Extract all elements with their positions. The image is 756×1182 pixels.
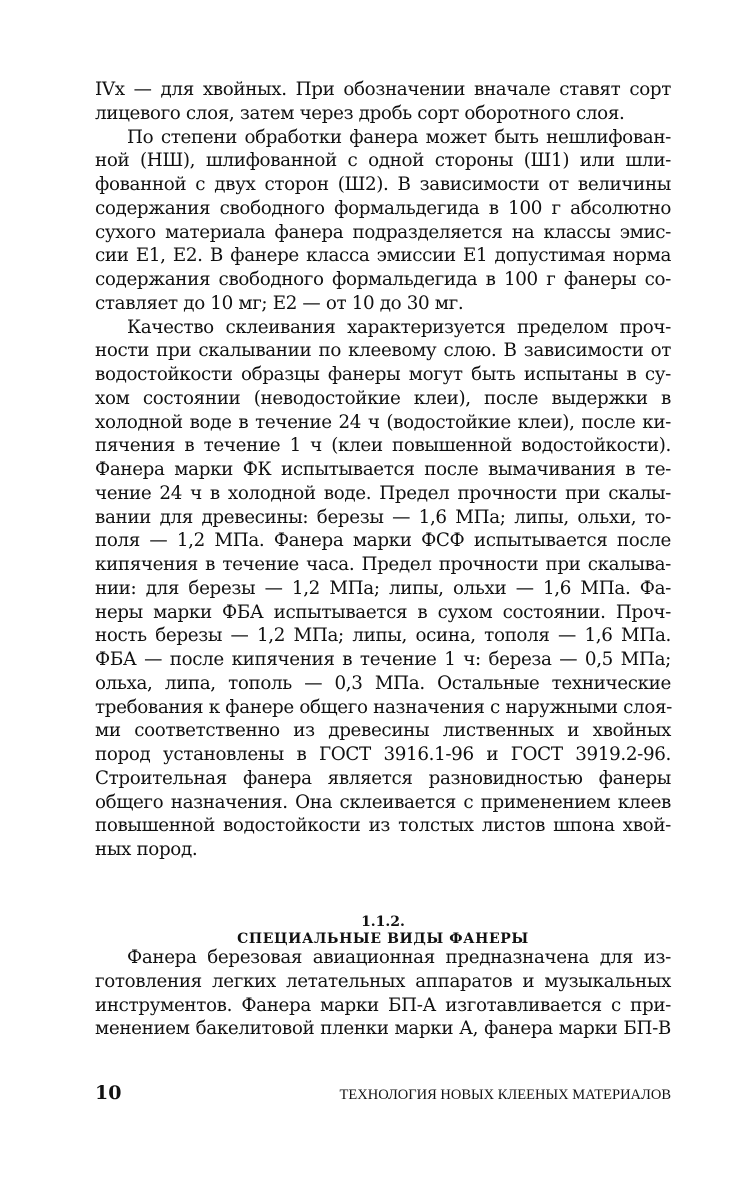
text-line: водостойкости образцы фанеры могут быть испытаны в су-: [95, 364, 671, 385]
text-line: повышенной водостойкости из толстых листов шпона хвой-: [95, 815, 671, 837]
text-line: общего назначения. Она склеивается с применением клеев: [95, 791, 671, 813]
text-line: готовления легких летательных аппаратов и музыкальных: [95, 970, 671, 992]
text-line: чение 24 ч в холодной воде. Предел прочности при скалы-: [95, 482, 671, 504]
text-line: ность березы — 1,2 МПа; липы, осина, тополя — 1,6 МПа.: [95, 625, 671, 647]
text-line: пячения в течение 1 ч (клеи повышенной водостойкости).: [95, 435, 671, 457]
page-number: 10: [95, 1082, 122, 1104]
text-line: ФБА — после кипячения в течение 1 ч: береза — 0,5 МПа;: [95, 649, 671, 670]
text-line: кипячения в течение часа. Предел прочности при скалыва-: [95, 554, 671, 575]
text-line: ставляет до 10 мг; Е2 — от 10 до 30 мг.: [95, 292, 464, 314]
section-number: 1.1.2.: [361, 914, 405, 930]
section-text: [95, 946, 671, 1041]
text-line: менением бакелитовой пленки марки А, фанера марки БП-В: [95, 1018, 671, 1040]
text-line: пород установлены в ГОСТ 3916.1-96 и ГОСТ 3919.2-96.: [95, 744, 671, 765]
text-line: ми соответственно из древесины лиственных и хвойных: [95, 720, 671, 742]
text-line: По степени обработки фанера может быть нешлифован-: [127, 126, 671, 148]
text-line: IVx — для хвойных. При обозначении вначале ставят сорт: [95, 79, 671, 100]
text-line: лицевого слоя, затем через дробь сорт оборотного слоя.: [95, 102, 625, 124]
text-line: неры марки ФБА испытывается в сухом состоянии. Проч-: [95, 601, 671, 623]
text-line: вании для древесины: березы — 1,6 МПа; липы, ольхи, то-: [95, 506, 671, 528]
text-line: Фанера марки ФК испытывается после вымачивания в те-: [95, 459, 671, 480]
text-line: сухого материала фанера подразделяется на классы эмис-: [95, 221, 671, 243]
text-line: хом состоянии (неводостойкие клеи), после выдержки в: [95, 387, 671, 409]
text-line: нии: для березы — 1,2 МПа; липы, ольхи — 1,6 МПа. Фа-: [95, 577, 671, 599]
text-line: поля — 1,2 МПа. Фанера марки ФСФ испытывается после: [95, 530, 671, 552]
text-line: ной (НШ), шлифованной с одной стороны (Ш1) или шли-: [95, 150, 671, 172]
text-line: содержания свободного формальдегида в 100 г абсолютно: [95, 197, 671, 219]
body-text: [95, 78, 671, 862]
text-line: инструментов. Фанера марки БП-А изготавливается с при-: [95, 994, 671, 1016]
text-line: Фанера березовая авиационная предназначена для из-: [127, 947, 671, 968]
text-line: содержания свободного формальдегида в 100 г фанеры со-: [95, 269, 671, 290]
text-line: Качество склеивания характеризуется пределом проч-: [127, 316, 671, 338]
text-line: ности при скалывании по клеевому слою. В зависимости от: [95, 340, 671, 362]
text-line: холодной воде в течение 24 ч (водостойкие клеи), после ки-: [95, 411, 671, 433]
text-line: фованной с двух сторон (Ш2). В зависимости от величины: [95, 174, 671, 195]
text-line: Строительная фанера является разновидностью фанеры: [95, 767, 671, 789]
text-line: сии Е1, Е2. В фанере класса эмиссии Е1 допустимая норма: [95, 245, 671, 267]
text-line: ольха, липа, тополь — 0,3 МПа. Остальные технические: [95, 672, 671, 694]
section-title: СПЕЦИАЛЬНЫЕ ВИДЫ ФАНЕРЫ: [237, 931, 529, 947]
running-title: ТЕХНОЛОГИЯ НОВЫХ КЛЕЕНЫХ МАТЕРИАЛОВ: [339, 1087, 671, 1103]
text-line: требования к фанере общего назначения с наружными слоя-: [95, 696, 672, 718]
text-line: ных пород.: [95, 839, 198, 860]
